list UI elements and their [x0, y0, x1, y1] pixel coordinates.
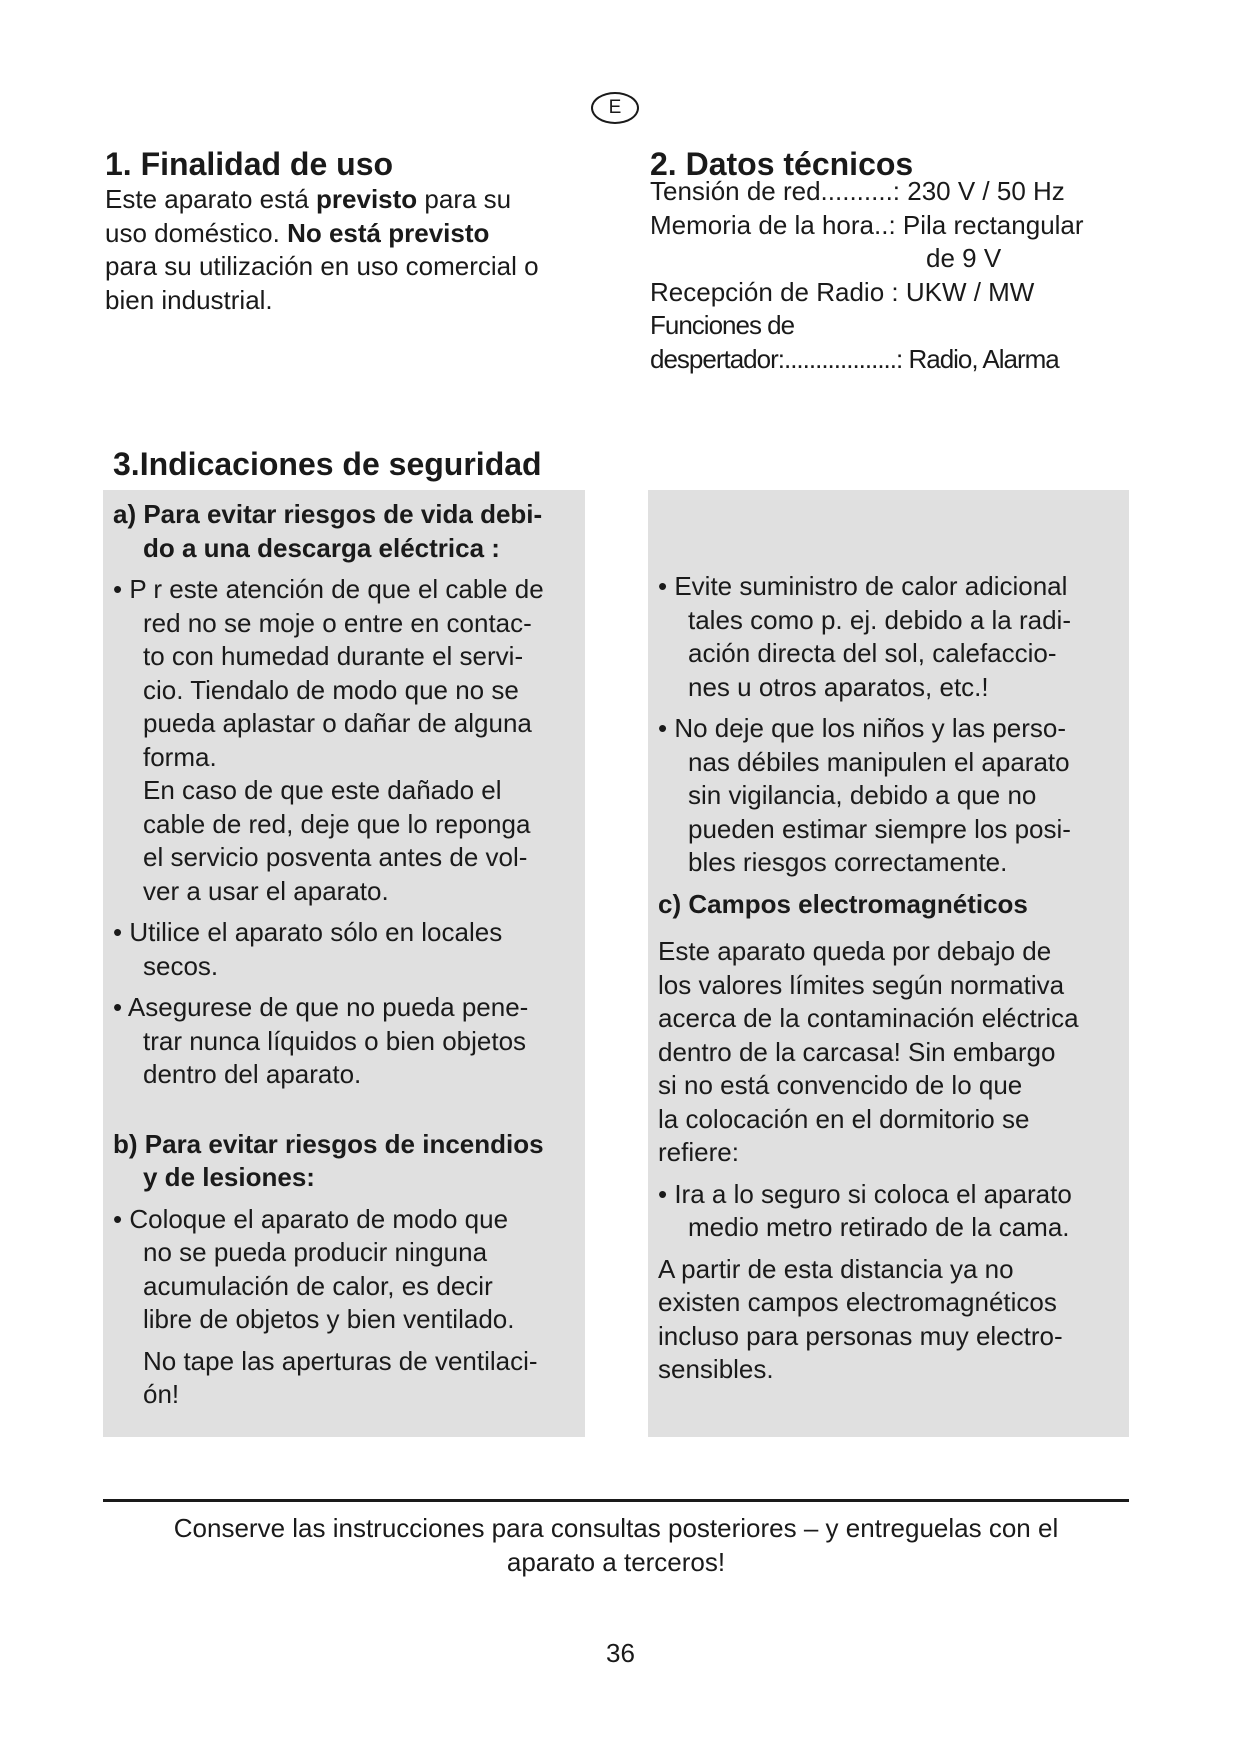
bullet-a3: • Asegurese de que no pueda pene- [113, 992, 529, 1022]
section1-line-3: para su utilización en uso comercial o [105, 251, 539, 281]
bullet-a1-line-4: pueda aplastar o dañar de alguna [143, 708, 532, 738]
bullet-r2-line-4: bles riesgos correctamente. [688, 847, 1008, 877]
spec-funciones: Funciones de [650, 310, 795, 340]
c-final-line-4: sensibles. [658, 1354, 774, 1384]
c-line-3: acerca de la contaminación eléctrica [658, 1003, 1079, 1033]
section1-line-1: Este aparato está previsto para su [105, 184, 512, 214]
section1-line-4: bien industrial. [105, 284, 273, 315]
bullet-a1-line-9: ver a usar el aparato. [143, 875, 389, 906]
spec-memoria-cont: de 9 V [926, 243, 1002, 273]
note-line-1: No tape las aperturas de ventilaci- [143, 1345, 538, 1376]
bullet-a3-line-2: dentro del aparato. [143, 1059, 362, 1089]
bullet-a3-line-1: trar nunca líquidos o bien objetos [143, 1025, 527, 1056]
footer-divider [103, 1499, 1129, 1502]
c-line-4: dentro de la carcasa! Sin embargo [658, 1036, 1056, 1067]
c-line-7: refiere: [658, 1137, 739, 1167]
subheading-c: c) Campos electromagnéticos [658, 888, 1028, 919]
subheading-b: b) Para evitar riesgos de incendios [113, 1128, 544, 1159]
c-final-line-1: A partir de esta distancia ya no [658, 1253, 1014, 1284]
section2-title: 2. Datos técnicos [650, 146, 914, 182]
safety-left-content [113, 498, 623, 1412]
note-line-2: ón! [143, 1379, 180, 1409]
page-number: 36 [606, 1638, 635, 1668]
c-line-5: si no está convencido de lo que [658, 1070, 1023, 1100]
c-line-6: la colocación en el dormitorio se [658, 1103, 1030, 1134]
footer-note [103, 1512, 1129, 1579]
spec-memoria: Memoria de la hora..: Pila rectangular [650, 209, 1084, 240]
c-line-2: los valores límites según normativa [658, 969, 1065, 1000]
bullet-a1-line-5: forma. [143, 741, 217, 772]
bullet-b1: • Coloque el aparato de modo que [113, 1203, 509, 1234]
subheading-a-cont: do a una descarga eléctrica : [143, 532, 500, 563]
bullet-a1-line-3: cio. Tiendalo de modo que no se [143, 674, 519, 705]
c-bullet: • Ira a lo seguro si coloca el aparato [658, 1178, 1072, 1209]
spec-tension: Tensión de red..........: 230 V / 50 Hz [650, 176, 1065, 206]
bullet-a1: • P r este atención de que el cable de [113, 574, 544, 604]
bullet-b1-line-3: libre de objetos y bien ventilado. [143, 1304, 515, 1334]
section2-specs [650, 175, 1130, 376]
bullet-r1-line-2: ación directa del sol, calefaccio- [688, 638, 1057, 668]
bullet-a2: • Utilice el aparato sólo en locales [113, 917, 503, 947]
bullet-b1-line-1: no se pueda producir ninguna [143, 1237, 488, 1267]
c-final-line-2: existen campos electromagnéticos [658, 1287, 1057, 1317]
bullet-r2-line-1: nas débiles manipulen el aparato [688, 746, 1070, 777]
bullet-r2-line-3: pueden estimar siempre los posi- [688, 813, 1071, 844]
spec-recepcion: Recepción de Radio : UKW / MW [650, 276, 1035, 307]
bullet-a1-line-8: el servicio posventa antes de vol- [143, 842, 528, 872]
bullet-r2: • No deje que los niños y las perso- [658, 713, 1066, 743]
c-line-1: Este aparato queda por debajo de [658, 936, 1052, 966]
bullet-a2-cont: secos. [143, 950, 219, 981]
bullet-b1-line-2: acumulación de calor, es decir [143, 1270, 493, 1301]
safety-right-content [658, 570, 1128, 1387]
bullet-a1-line-6: En caso de que este dañado el [143, 775, 502, 805]
subheading-b-cont: y de lesiones: [143, 1162, 315, 1192]
language-badge-e: E [591, 92, 639, 124]
bullet-r1-line-3: nes u otros aparatos, etc.! [688, 671, 989, 702]
subheading-a: a) Para evitar riesgos de vida debi- [113, 499, 543, 529]
c-bullet-cont: medio metro retirado de la cama. [688, 1212, 1070, 1242]
section3-title: 3.Indicaciones de seguridad [113, 446, 542, 482]
footer-line-1: Conserve las instrucciones para consultas posteriores – y entreguelas con el [173, 1513, 1059, 1543]
bullet-a1-line-1: red no se moje o entre en contac- [143, 607, 532, 638]
bullet-r1: • Evite suministro de calor adicional [658, 571, 1068, 601]
section1-title: 1. Finalidad de uso [105, 146, 394, 182]
bullet-r1-line-1: tales como p. ej. debido a la radi- [688, 604, 1071, 635]
section1-text [105, 183, 595, 317]
bullet-a1-line-2: to con humedad durante el servi- [143, 641, 524, 671]
bullet-a1-line-7: cable de red, deje que lo reponga [143, 808, 531, 839]
c-final-line-3: incluso para personas muy electro- [658, 1320, 1063, 1351]
spec-despertador: despertador:..................: Radio, Alarma [650, 343, 1059, 374]
bullet-r2-line-2: sin vigilancia, debido a que no [688, 780, 1037, 810]
section1-line-2: uso doméstico. No está previsto [105, 217, 490, 248]
footer-line-2: aparato a terceros! [506, 1546, 726, 1577]
